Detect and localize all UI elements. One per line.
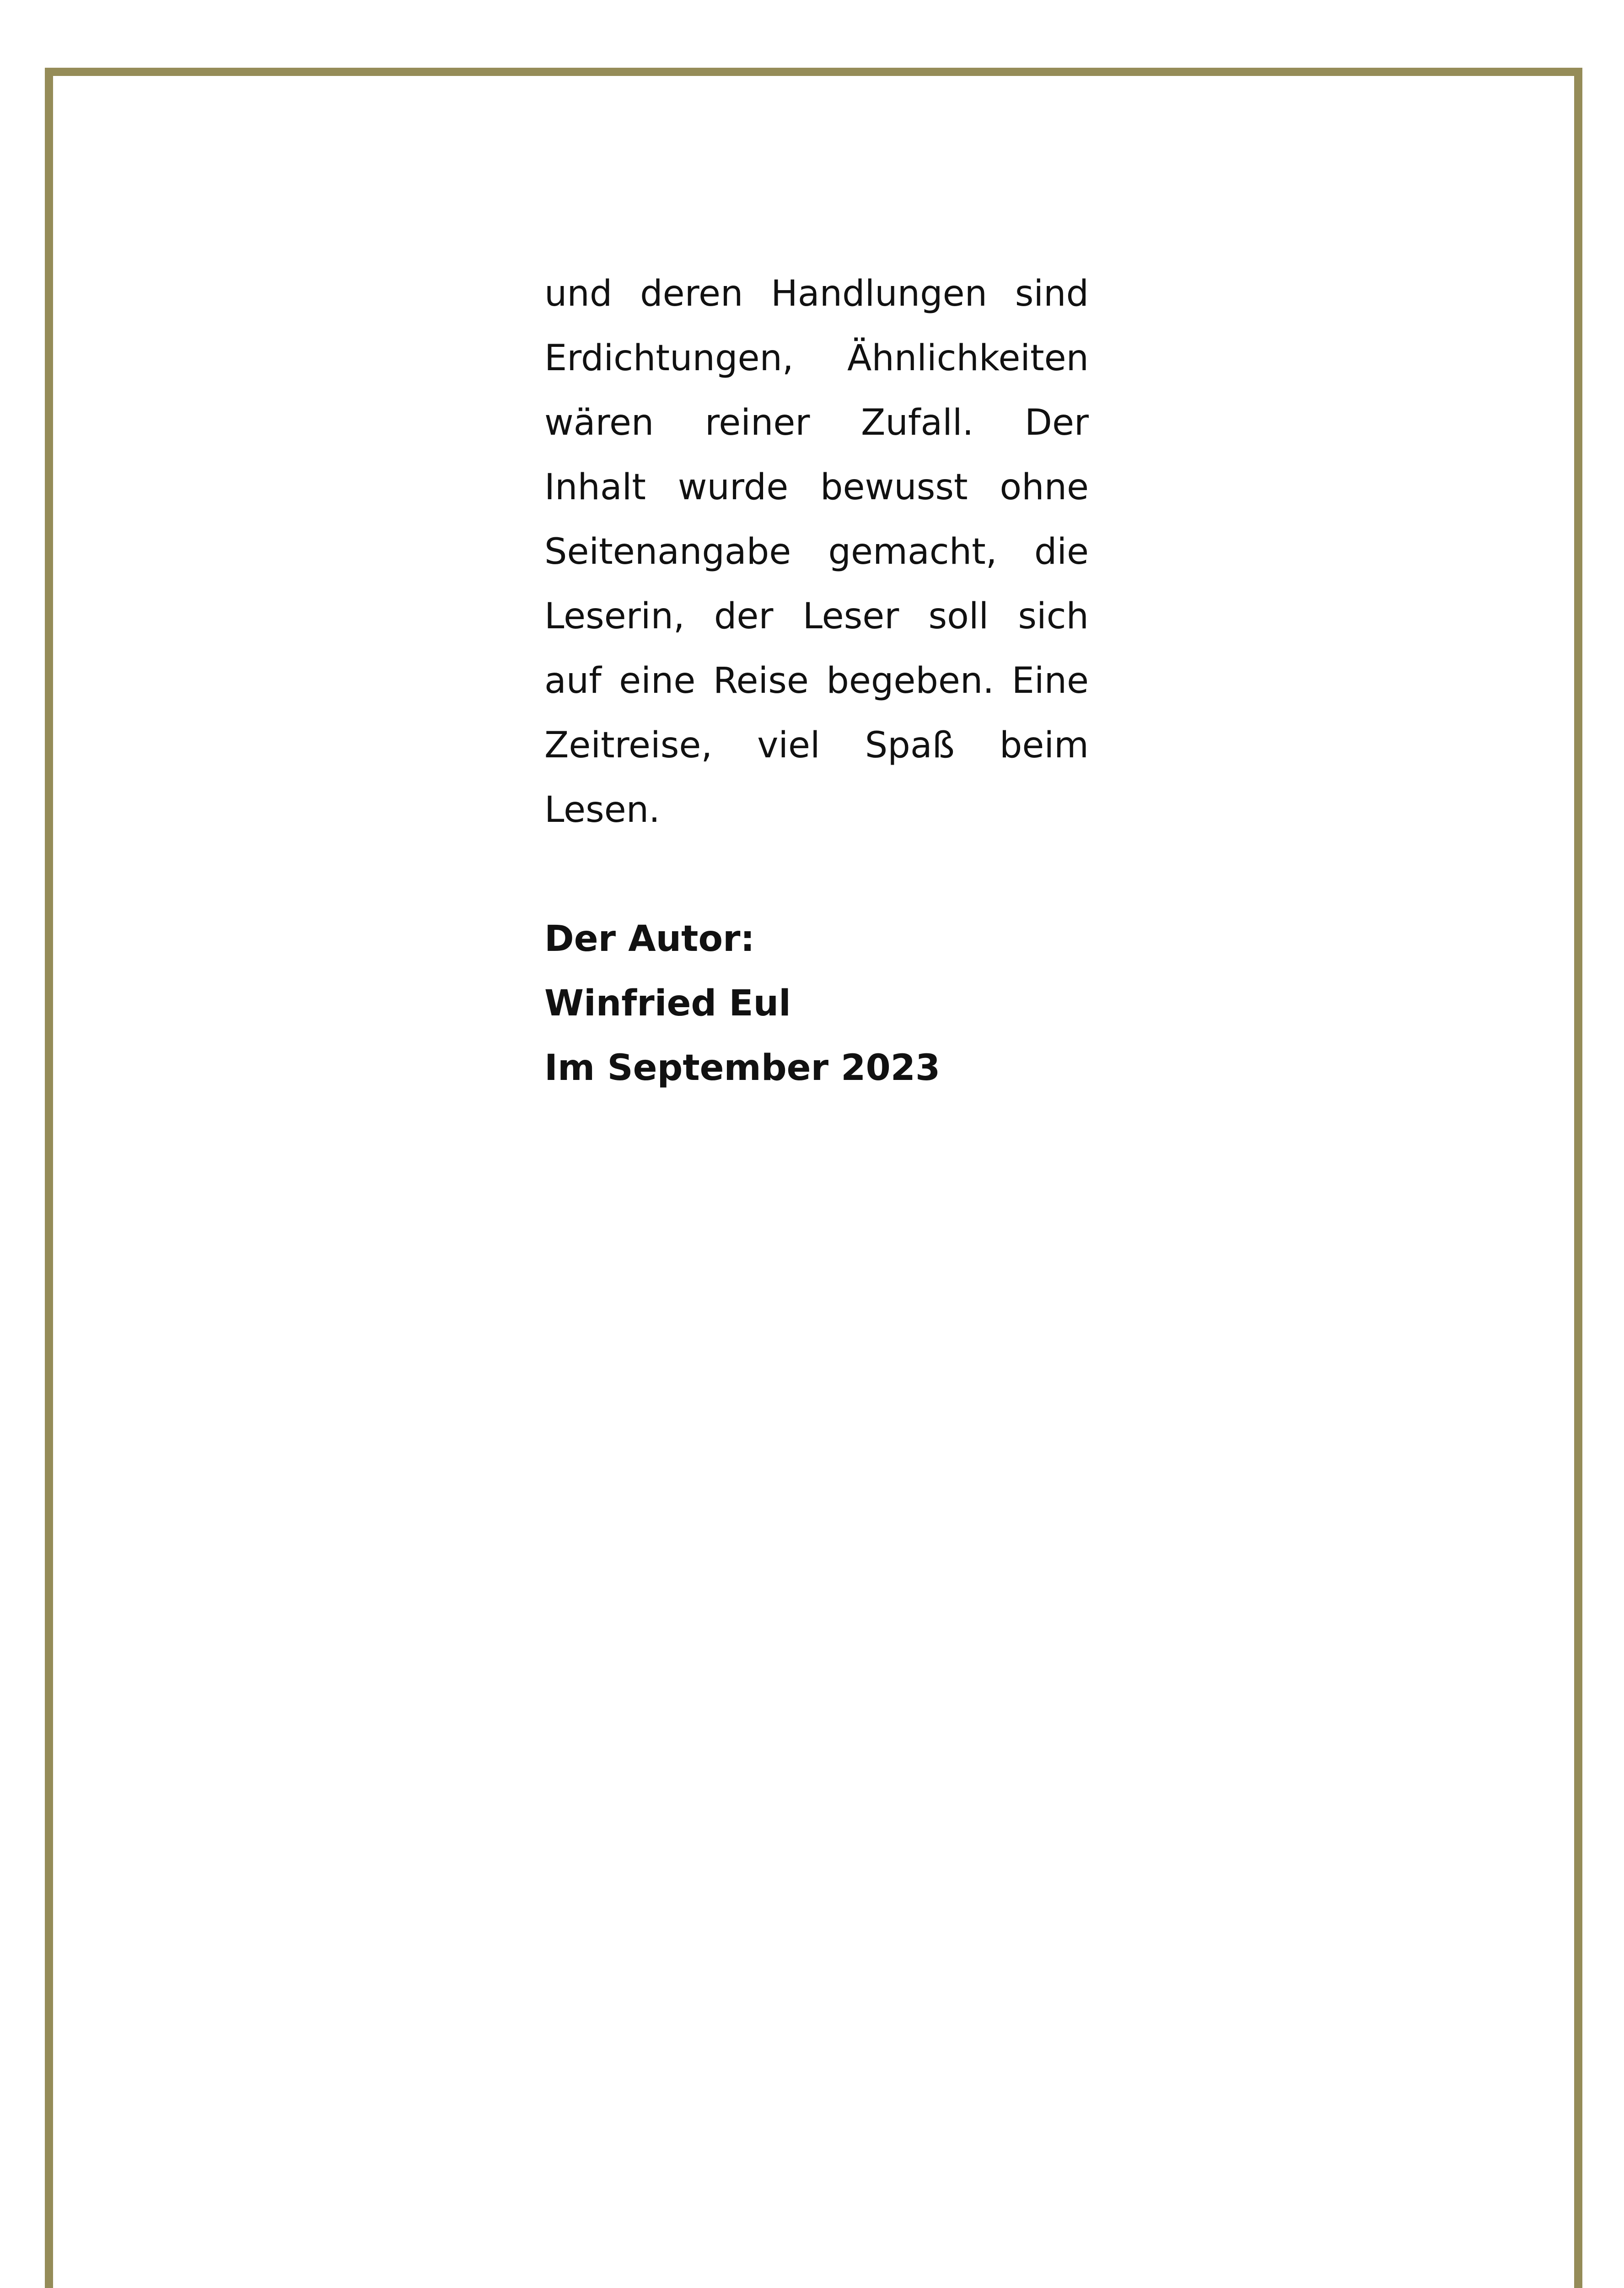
body-line: Seitenangabe gemacht, die <box>544 531 1089 572</box>
body-line: Inhalt wurde bewusst ohne <box>544 467 1089 508</box>
body-line: Erdichtungen, Ähnlichkeiten <box>544 338 1089 379</box>
body-line: Lesen. <box>544 789 660 831</box>
body-line: auf eine Reise begeben. Eine <box>544 660 1089 702</box>
body-line: und deren Handlungen sind <box>544 273 1089 314</box>
body-line: Zeitreise, viel Spaß beim <box>544 725 1089 766</box>
body-line: Leserin, der Leser soll sich <box>544 596 1089 637</box>
text-column <box>544 262 1089 1101</box>
author-label: Der Autor: <box>544 918 755 960</box>
author-name: Winfried Eul <box>544 983 791 1024</box>
body-line: wären reiner Zufall. Der <box>544 402 1089 443</box>
paragraph-spacer <box>544 842 1089 907</box>
signature-date: Im September 2023 <box>544 1047 941 1089</box>
